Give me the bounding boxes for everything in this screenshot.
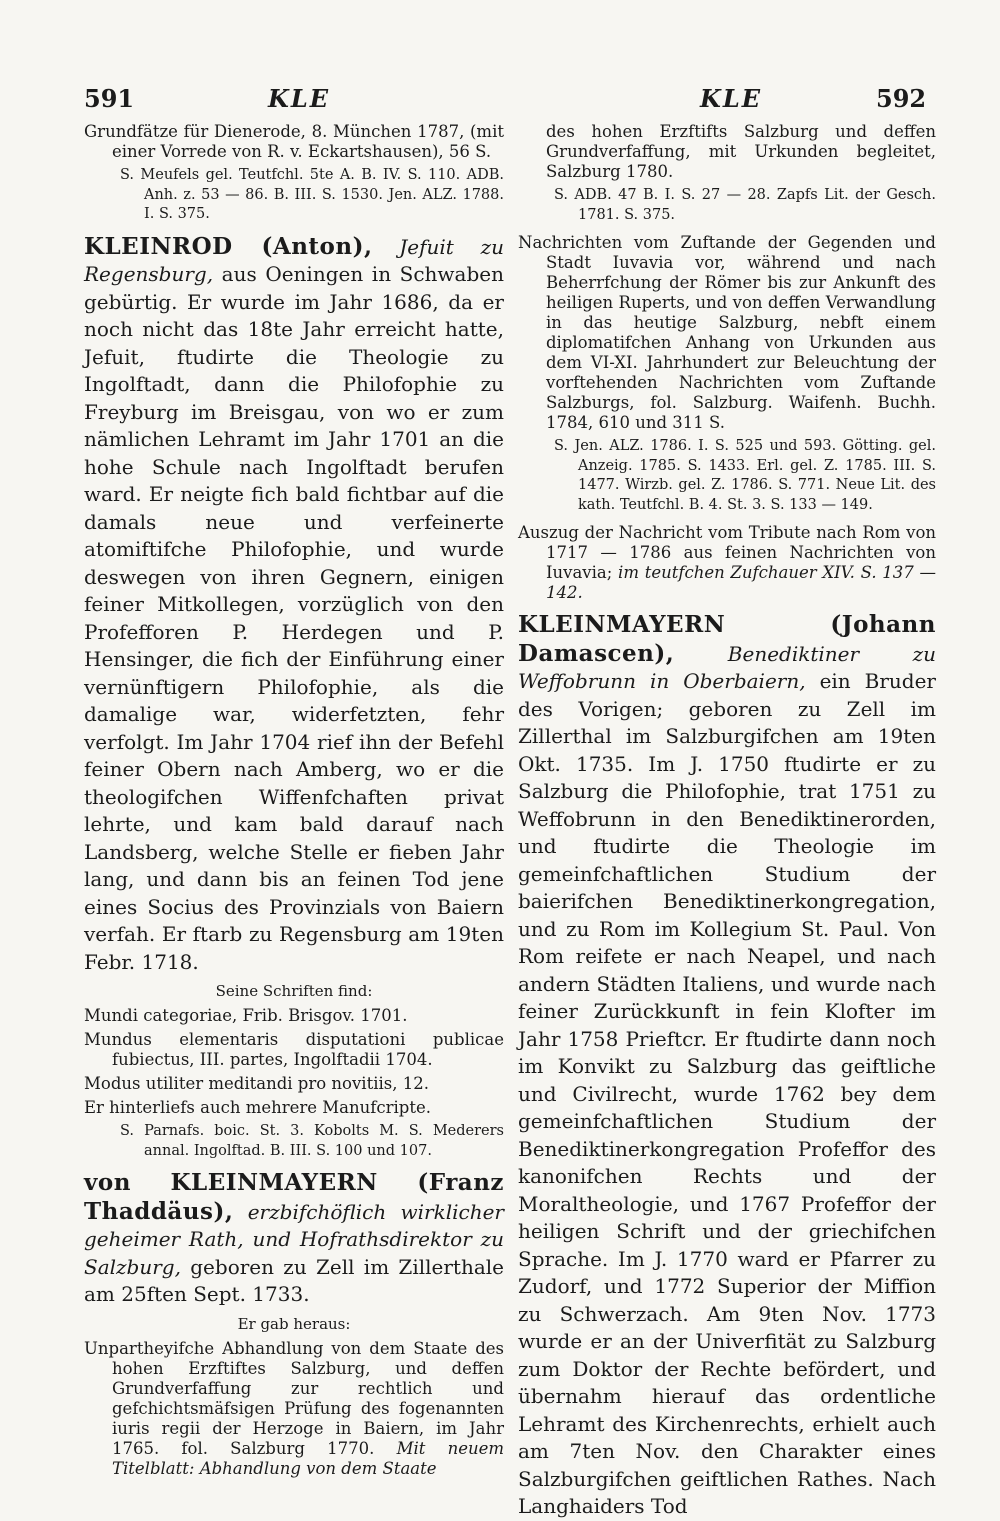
work-source: im teutfchen Zufchauer XIV. S. 137 — 142.	[546, 563, 937, 602]
works-heading: Er gab heraus:	[237, 1314, 351, 1333]
reference-note: S. ADB. 47 B. I. S. 27 — 28. Zapfs Lit. der Gesch. 1781. S. 375.	[554, 187, 936, 223]
work-title-continued: Mit neuem Titelblatt: Abhandlung von dem Staate	[112, 1438, 505, 1478]
entry-role: Benediktiner zu Weffobrunn in Oberbaiern,	[518, 641, 936, 693]
biography-entry-kleinrod	[84, 233, 504, 977]
left-column	[84, 118, 504, 1483]
reference-note: S. Parnafs. boic. St. 3. Kobolts M. S. Mederers annal. Ingolftad. B. III. S. 100 und 107.	[120, 1123, 504, 1159]
running-head-right: KLE	[700, 84, 763, 113]
work-title: Auszug der Nachricht vom Tribute nach Rom von 1717 — 1786 aus feinen Nachrichten von Iuvavia;	[518, 523, 936, 582]
reference-note: S. Meufels gel. Teutfchl. 5te A. B. IV. S. 110. ADB. Anh. z. 53 — 86. B. III. S. 1530. Jen. ALZ. 1788. I. S. 375.	[120, 167, 504, 222]
work-item: Modus utiliter meditandi pro novitiis, 12.	[84, 1074, 429, 1093]
works-heading: Seine Schriften find:	[215, 982, 373, 1000]
right-column	[518, 118, 936, 1521]
biography-entry-kleinmayern-johann	[518, 611, 936, 1521]
entry-text: aus Oeningen in Schwaben gebürtig. Er wurde im Jahr 1686, da er noch nicht das 18te Jahr erreicht hatte, Jefuit, ftudirte die Theologie zu Ingolftadt, dann die Philofophie zu Freyburg im Breisgau, von wo er zum nämlichen Lehramt im Jahr 1701 an die hohe Schule nach Ingolftadt berufen ward. Er neigte fich bald fichtbar auf die damals neue und verfeinerte atomiftifche Philofophie, und wurde deswegen von ihren Gegnern, einigen feiner Mitkollegen, vorzüglich von den Profefforen P. Herdegen und P. Hensinger, die fich der Einführung einer vernünftigern Philofophie, als die damalige war, widerfetzten, fehr verfolgt. Im Jahr 1704 rief ihn der Befehl feiner Obern nach Amberg, wo er die theologifchen Wiffenfchaften privat lehrte, und kam bald darauf nach Landsberg, welche Stelle er fieben Jahr lang, und dann bis an feinen Tod jene eines Socius des Provinzials von Baiern verfah. Er ftarb zu Regensburg am 19ten Febr. 1718.	[84, 262, 504, 974]
running-head-left: KLE	[268, 84, 331, 113]
bibliography-entry: Grundfätze für Dienerode, 8. München 1787, (mit einer Vorrede von R. v. Eckartshausen), 56 S.	[84, 122, 504, 161]
work-item: Mundus elementaris disputationi publicae fubiectus, III. partes, Ingolftadii 1704.	[84, 1030, 504, 1069]
work-item: Nachrichten vom Zuftande der Gegenden und Stadt Iuvavia vor, während und nach Beherrfchung der Römer bis zur Ankunft des heiligen Ruperts, und von deffen Verwandlung in das heutige Salzburg, nebft einem diplomatifchen Anhang von Urkunden aus dem VI-XI. Jahrhundert zur Beleuchtung der vorftehenden Nachrichten vom Zuftande Salzburgs, fol. Salzburg. Waifenh. Buchh. 1784, 610 und 311 S.	[518, 233, 936, 432]
work-item	[518, 523, 936, 603]
entry-lemma: KLEINMAYERN (Johann Damascen),	[518, 611, 936, 667]
work-continuation: des hohen Erzftifts Salzburg und deffen Grundverfaffung, mit Urkunden begleitet, Salzburg 1780.	[546, 122, 936, 181]
reference-note: S. Jen. ALZ. 1786. I. S. 525 und 593. Götting. gel. Anzeig. 1785. S. 1433. Erl. gel. Z. 1785. III. S. 1477. Wirzb. gel. Z. 1786. S. 771. Neue Lit. des kath. Teutfchl. B. 4. St. 3. S. 133 — 149.	[554, 438, 936, 513]
work-item	[84, 1339, 504, 1479]
entry-text: ein Bruder des Vorigen; geboren zu Zell im Zillerthal im Salzburgifchen am 19ten Okt. 1735. Im J. 1750 ftudirte er zu Salzburg die Philofophie, trat 1751 zu Weffobrunn in den Benediktinerorden, und ftudirte die Theologie im gemeinfchaftlichen Studium der baierifchen Benediktinerkongregation, und zu Rom im Kollegium St. Paul. Von Rom reifete er nach Neapel, und nach andern Städten Italiens, und wurde nach feiner Zurückkunft in fein Klofter im Jahr 1758 Prieftcr. Er ftudirte dann noch im Konvikt zu Salzburg das geiftliche und Civilrecht, wurde 1762 bey dem gemeinfchaftlichen Studium der Benediktinerkongregation Profeffor des kanonifchen Rechts und der Moraltheologie, und 1767 Profeffor der heiligen Schrift und der griechifchen Sprache. Im J. 1770 ward er Pfarrer zu Zudorf, und 1772 Superior der Miffion zu Schwerzach. Am 9ten Nov. 1773 wurde er an der Univerfität zu Salzburg zum Doktor der Rechte befördert, und übernahm hierauf das ordentliche Lehramt des Kirchenrechts, erhielt auch am 7ten Nov. den Charakter eines Salzburgifchen geiftlichen Rathes. Nach Langhaiders Tod	[518, 669, 936, 1518]
page-number-right: 592	[876, 84, 927, 113]
work-title: Unpartheyifche Abhandlung von dem Staate des hohen Erzftiftes Salzburg, und deffen Grundverfaffung zur rechtlich und gefchichtsmäfsigen Prüfung des fogenannten iuris regii der Herzoge in Baiern, im Jahr 1765. fol. Salzburg 1770.	[84, 1338, 504, 1458]
biography-entry-kleinmayern-franz	[84, 1169, 504, 1309]
work-item: Mundi categoriae, Frib. Brisgov. 1701.	[84, 1006, 408, 1025]
entry-text: geboren zu Zell im Zillerthale am 25ften Sept. 1733.	[84, 1254, 504, 1306]
entry-lemma: KLEINROD (Anton),	[84, 232, 373, 260]
entry-role: Jefuit zu Regensburg,	[84, 234, 504, 286]
entry-lemma: von KLEINMAYERN (Franz Thaddäus),	[84, 1169, 504, 1225]
entry-role: erzbifchöflich wirklicher geheimer Rath, und Hofrathsdirektor zu Salzburg,	[84, 1199, 504, 1279]
page-number-left: 591	[84, 84, 135, 113]
work-item: Er hinterliefs auch mehrere Manufcripte.	[84, 1098, 431, 1117]
